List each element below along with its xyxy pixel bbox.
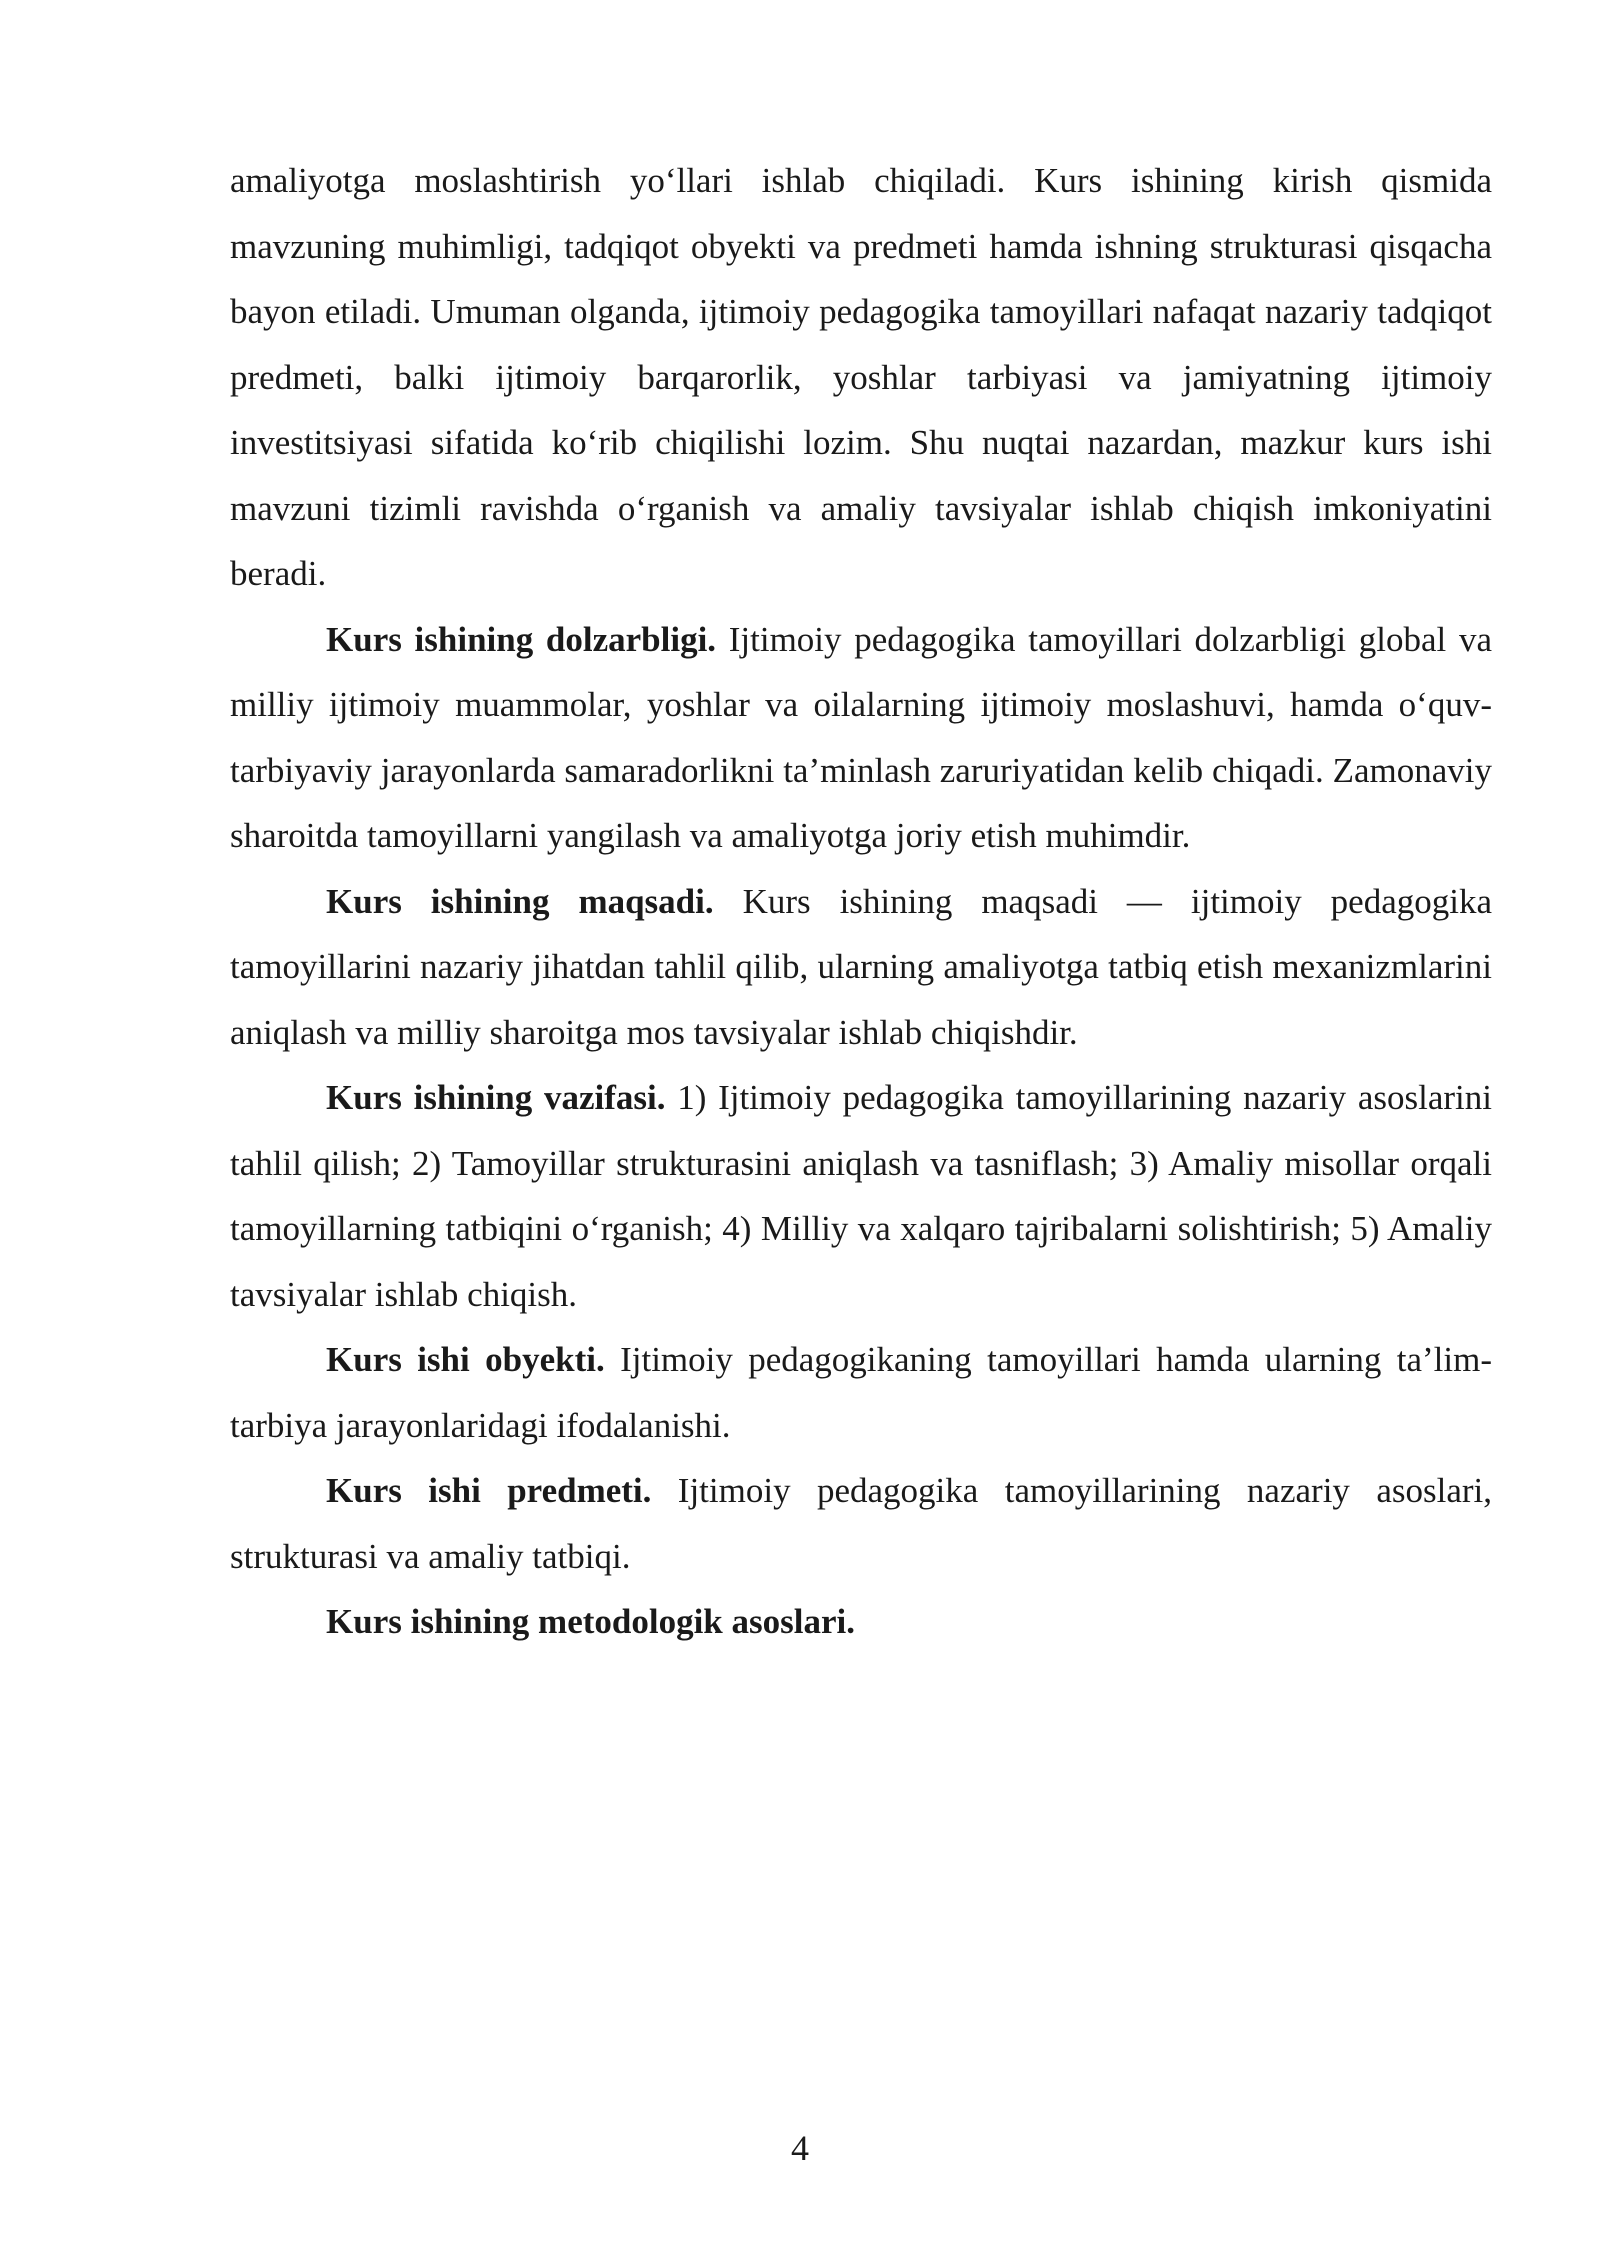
paragraph-heading: Kurs ishi predmeti. bbox=[326, 1471, 652, 1510]
paragraph-heading: Kurs ishining maqsadi. bbox=[326, 881, 714, 921]
paragraph-text: Ijtimoiy pedagogika tamoyillarining nazariy asoslari, strukturasi va amaliy tatbiqi. bbox=[230, 1471, 1492, 1576]
paragraph-heading: Kurs ishining vazifasi. bbox=[326, 1078, 666, 1117]
body-text bbox=[230, 148, 1492, 1655]
paragraph-text: 1) Ijtimoiy pedagogika tamoyillarining nazariy asoslarini tahlil qilish; 2) Tamoyillar strukturasini aniqlash va tasniflash; 3) Amaliy misollar orqali tamoyillarning tatbiqini o‘rganish; 4) Milliy va xalqaro tajribalarni solishtirish; 5) Amaliy tavsiyalar ishlab chiqish. bbox=[230, 1078, 1492, 1314]
paragraph-goal bbox=[230, 869, 1492, 1066]
paragraph-text: amaliyotga moslashtirish yo‘llari ishlab chiqiladi. Kurs ishining kirish qismida mavzuning muhimligi, tadqiqot obyekti va predmeti hamda ishning strukturasi qisqacha bayon etiladi. Umuman olganda, ijtimoiy pedagogika tamoyillari nafaqat nazariy tadqiqot predmeti, balki ijtimoiy barqarorlik, yoshlar tarbiyasi va jamiyatning ijtimoiy investitsiyasi sifatida ko‘rib chiqilishi lozim. Shu nuqtai nazardan, mazkur kurs ishi mavzuni tizimli ravishda o‘rganish va amaliy tavsiyalar ishlab chiqish imkoniyatini beradi. bbox=[230, 161, 1492, 593]
page-number: 4 bbox=[791, 2128, 809, 2168]
paragraph-object bbox=[230, 1327, 1492, 1458]
paragraph-text: Ijtimoiy pedagogika tamoyillari dolzarbligi global va milliy ijtimoiy muammolar, yoshlar va oilalarning ijtimoiy moslashuvi, hamda o‘quv-tarbiyaviy jarayonlarda samaradorlikni ta’minlash zaruriyatidan kelib chiqadi. Zamonaviy sharoitda tamoyillarni yangilash va amaliyotga joriy etish muhimdir. bbox=[230, 619, 1492, 855]
paragraph-subject bbox=[230, 1458, 1492, 1589]
paragraph-text: Ijtimoiy pedagogikaning tamoyillari hamda ularning ta’lim-tarbiya jarayonlaridagi ifodalanishi. bbox=[230, 1340, 1492, 1445]
paragraph-methodology bbox=[230, 1589, 1492, 1655]
paragraph-text: Kurs ishining maqsadi — ijtimoiy pedagogika tamoyillarini nazariy jihatdan tahlil qilib, ularning amaliyotga tatbiq etish mexanizmlarini aniqlash va milliy sharoitga mos tavsiyalar ishlab chiqishdir. bbox=[230, 881, 1492, 1052]
paragraph-heading: Kurs ishining metodologik asoslari. bbox=[326, 1602, 855, 1641]
paragraph-intro-continuation bbox=[230, 148, 1492, 607]
paragraph-heading: Kurs ishi obyekti. bbox=[326, 1340, 605, 1379]
paragraph-heading: Kurs ishining dolzarbligi. bbox=[326, 619, 717, 659]
paragraph-relevance bbox=[230, 607, 1492, 869]
paragraph-tasks bbox=[230, 1065, 1492, 1327]
